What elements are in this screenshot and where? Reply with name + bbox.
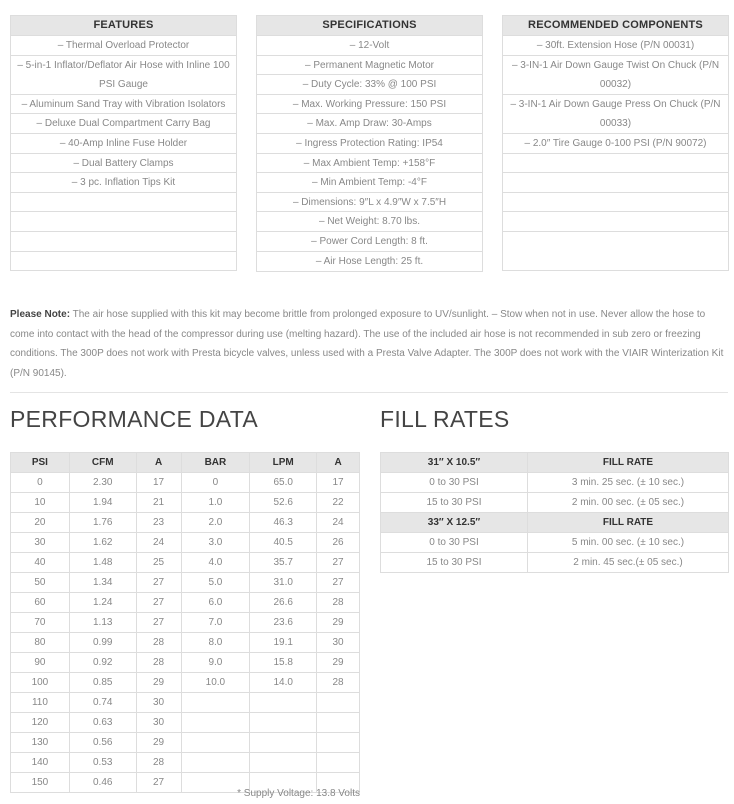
performance-cell: 65.0 xyxy=(250,473,317,493)
performance-cell: 100 xyxy=(11,673,70,693)
performance-row xyxy=(11,633,360,653)
performance-cell xyxy=(317,693,360,713)
components-list xyxy=(503,36,728,252)
component-row xyxy=(503,193,728,213)
performance-cell: 0.46 xyxy=(69,773,136,793)
performance-row xyxy=(11,753,360,773)
col-header: CFM xyxy=(69,453,136,473)
spec-row: – Power Cord Length: 8 ft. xyxy=(257,232,482,252)
tire-size: 33″ X 12.5″ xyxy=(381,513,528,533)
performance-cell: 19.1 xyxy=(250,633,317,653)
performance-cell xyxy=(181,693,250,713)
features-row xyxy=(11,212,236,232)
performance-cell xyxy=(250,713,317,733)
specifications-list xyxy=(257,36,482,271)
fill-time: 2 min. 45 sec.(± 05 sec.) xyxy=(528,553,729,573)
please-note xyxy=(10,305,724,383)
performance-cell: 21 xyxy=(136,493,181,513)
performance-cell: 52.6 xyxy=(250,493,317,513)
features-row: – 3 pc. Inflation Tips Kit xyxy=(11,173,236,193)
performance-cell: 27 xyxy=(136,593,181,613)
col-header: A xyxy=(317,453,360,473)
performance-cell: 150 xyxy=(11,773,70,793)
performance-row xyxy=(11,553,360,573)
performance-cell: 28 xyxy=(136,633,181,653)
fill-time: 5 min. 00 sec. (± 10 sec.) xyxy=(528,533,729,553)
performance-cell xyxy=(181,753,250,773)
performance-cell: 17 xyxy=(136,473,181,493)
components-box xyxy=(502,15,729,271)
component-row: – 3-IN-1 Air Down Gauge Press On Chuck (P/N 00033) xyxy=(503,95,728,134)
note-text: The air hose supplied with this kit may become brittle from prolonged exposure to UV/sunlight. – Stow when not in use. Never allow the hose to come into contact with the head of the compressor during use (melting hazard). The use of the included air hose is not recommended in sub zero or freezing conditions. The 300P does not work with Presta bicycle valves, unless used with a Presta Valve Adapter. The 300P does not work with the VIAIR Winterization Kit (P/N 90145). xyxy=(10,309,724,379)
performance-cell: 14.0 xyxy=(250,673,317,693)
fill-time: 2 min. 00 sec. (± 05 sec.) xyxy=(528,493,729,513)
performance-cell: 23 xyxy=(136,513,181,533)
performance-cell: 25 xyxy=(136,553,181,573)
performance-cell xyxy=(250,733,317,753)
performance-cell: 140 xyxy=(11,753,70,773)
spec-row: – Permanent Magnetic Motor xyxy=(257,56,482,76)
performance-cell: 0.85 xyxy=(69,673,136,693)
performance-cell xyxy=(250,693,317,713)
pressure-range: 0 to 30 PSI xyxy=(381,473,528,493)
performance-cell: 26 xyxy=(317,533,360,553)
divider xyxy=(10,392,728,393)
fill-group-header xyxy=(381,453,729,473)
performance-row xyxy=(11,573,360,593)
performance-cell xyxy=(317,713,360,733)
col-header: LPM xyxy=(250,453,317,473)
component-row xyxy=(503,232,728,252)
performance-cell: 23.6 xyxy=(250,613,317,633)
performance-cell: 6.0 xyxy=(181,593,250,613)
performance-cell: 120 xyxy=(11,713,70,733)
performance-cell: 0.53 xyxy=(69,753,136,773)
performance-cell: 27 xyxy=(136,773,181,793)
component-row xyxy=(503,212,728,232)
component-row: – 30ft. Extension Hose (P/N 00031) xyxy=(503,36,728,56)
performance-cell xyxy=(317,753,360,773)
spec-row: – Max. Amp Draw: 30-Amps xyxy=(257,114,482,134)
performance-cell: 0.56 xyxy=(69,733,136,753)
fill-row xyxy=(381,493,729,513)
features-row: – Dual Battery Clamps xyxy=(11,154,236,174)
performance-cell: 24 xyxy=(136,533,181,553)
performance-cell: 27 xyxy=(136,613,181,633)
performance-cell: 90 xyxy=(11,653,70,673)
performance-row xyxy=(11,493,360,513)
performance-cell: 27 xyxy=(136,573,181,593)
performance-cell: 31.0 xyxy=(250,573,317,593)
performance-cell: 50 xyxy=(11,573,70,593)
spec-row: – 12-Volt xyxy=(257,36,482,56)
performance-cell: 1.94 xyxy=(69,493,136,513)
fill-time: 3 min. 25 sec. (± 10 sec.) xyxy=(528,473,729,493)
performance-cell xyxy=(181,713,250,733)
fill-rate-header: FILL RATE xyxy=(528,513,729,533)
component-row xyxy=(503,173,728,193)
features-box xyxy=(10,15,237,271)
fill-rates-title: FILL RATES xyxy=(380,406,510,432)
performance-cell: 28 xyxy=(136,753,181,773)
component-row xyxy=(503,154,728,174)
spec-row: – Dimensions: 9″L x 4.9″W x 7.5″H xyxy=(257,193,482,213)
performance-row xyxy=(11,613,360,633)
performance-row xyxy=(11,653,360,673)
performance-cell: 1.48 xyxy=(69,553,136,573)
performance-cell: 10 xyxy=(11,493,70,513)
specifications-box xyxy=(256,15,483,272)
performance-row xyxy=(11,673,360,693)
pressure-range: 15 to 30 PSI xyxy=(381,493,528,513)
performance-cell: 0 xyxy=(181,473,250,493)
spec-row: – Min Ambient Temp: -4°F xyxy=(257,173,482,193)
performance-cell: 1.0 xyxy=(181,493,250,513)
fill-rates-table xyxy=(380,452,729,573)
spec-row: – Air Hose Length: 25 ft. xyxy=(315,255,424,267)
note-label: Please Note: xyxy=(10,309,71,320)
performance-cell: 17 xyxy=(317,473,360,493)
performance-cell: 110 xyxy=(11,693,70,713)
performance-cell: 29 xyxy=(136,673,181,693)
performance-body xyxy=(11,473,360,793)
performance-cell xyxy=(181,733,250,753)
features-list xyxy=(11,36,236,271)
components-title: RECOMMENDED COMPONENTS xyxy=(503,16,728,36)
performance-cell: 40 xyxy=(11,553,70,573)
performance-cell: 28 xyxy=(317,593,360,613)
performance-cell: 3.0 xyxy=(181,533,250,553)
performance-cell: 40.5 xyxy=(250,533,317,553)
component-row: – 2.0″ Tire Gauge 0-100 PSI (P/N 90072) xyxy=(503,134,728,154)
performance-cell: 2.0 xyxy=(181,513,250,533)
performance-cell: 1.76 xyxy=(69,513,136,533)
fill-row xyxy=(381,533,729,553)
performance-header-row xyxy=(11,453,360,473)
features-row: – Thermal Overload Protector xyxy=(11,36,236,56)
performance-cell: 28 xyxy=(136,653,181,673)
performance-cell: 15.8 xyxy=(250,653,317,673)
col-header: A xyxy=(136,453,181,473)
performance-cell: 8.0 xyxy=(181,633,250,653)
performance-cell: 29 xyxy=(136,733,181,753)
tire-size: 31″ X 10.5″ xyxy=(381,453,528,473)
pressure-range: 15 to 30 PSI xyxy=(381,553,528,573)
performance-row xyxy=(11,733,360,753)
performance-cell: 4.0 xyxy=(181,553,250,573)
performance-cell: 130 xyxy=(11,733,70,753)
performance-cell: 0.63 xyxy=(69,713,136,733)
col-header: BAR xyxy=(181,453,250,473)
features-row: – Deluxe Dual Compartment Carry Bag xyxy=(11,114,236,134)
performance-cell: 27 xyxy=(317,573,360,593)
performance-cell: 10.0 xyxy=(181,673,250,693)
performance-cell: 0 xyxy=(11,473,70,493)
supply-voltage-footnote: * Supply Voltage: 13.8 Volts xyxy=(237,788,360,799)
performance-cell: 80 xyxy=(11,633,70,653)
col-header: PSI xyxy=(11,453,70,473)
features-row: – Aluminum Sand Tray with Vibration Isolators xyxy=(11,95,236,115)
spec-row: – Net Weight: 8.70 lbs. xyxy=(257,212,482,232)
performance-cell: 46.3 xyxy=(250,513,317,533)
features-row xyxy=(11,232,236,252)
spec-row: – Max. Working Pressure: 150 PSI xyxy=(257,95,482,115)
performance-cell: 0.92 xyxy=(69,653,136,673)
spec-row: – Ingress Protection Rating: IP54 xyxy=(257,134,482,154)
performance-cell: 0.74 xyxy=(69,693,136,713)
fill-row xyxy=(381,553,729,573)
performance-cell: 2.30 xyxy=(69,473,136,493)
performance-cell: 1.13 xyxy=(69,613,136,633)
performance-cell: 27 xyxy=(317,553,360,573)
performance-row xyxy=(11,473,360,493)
performance-row xyxy=(11,713,360,733)
spec-row: – Duty Cycle: 33% @ 100 PSI xyxy=(257,75,482,95)
component-row: – 3-IN-1 Air Down Gauge Twist On Chuck (P/N 00032) xyxy=(503,56,728,95)
performance-cell: 9.0 xyxy=(181,653,250,673)
pressure-range: 0 to 30 PSI xyxy=(381,533,528,553)
performance-cell: 29 xyxy=(317,613,360,633)
performance-cell: 35.7 xyxy=(250,553,317,573)
performance-cell: 0.99 xyxy=(69,633,136,653)
performance-row xyxy=(11,513,360,533)
performance-cell: 1.24 xyxy=(69,593,136,613)
performance-cell: 22 xyxy=(317,493,360,513)
features-title: FEATURES xyxy=(11,16,236,36)
specifications-title: SPECIFICATIONS xyxy=(257,16,482,36)
performance-cell: 60 xyxy=(11,593,70,613)
performance-cell: 7.0 xyxy=(181,613,250,633)
performance-table xyxy=(10,452,360,793)
performance-cell: 24 xyxy=(317,513,360,533)
features-row: – 40-Amp Inline Fuse Holder xyxy=(11,134,236,154)
performance-cell: 30 xyxy=(136,713,181,733)
performance-row xyxy=(11,693,360,713)
performance-cell xyxy=(317,733,360,753)
fill-row xyxy=(381,473,729,493)
performance-cell: 30 xyxy=(317,633,360,653)
performance-row xyxy=(11,533,360,553)
features-row xyxy=(11,193,236,213)
performance-cell: 70 xyxy=(11,613,70,633)
performance-cell: 30 xyxy=(11,533,70,553)
performance-cell: 29 xyxy=(317,653,360,673)
spec-row: – Max Ambient Temp: +158°F xyxy=(257,154,482,174)
performance-cell xyxy=(250,753,317,773)
performance-cell: 28 xyxy=(317,673,360,693)
performance-cell: 5.0 xyxy=(181,573,250,593)
performance-title: PERFORMANCE DATA xyxy=(10,406,259,432)
fill-rate-header: FILL RATE xyxy=(528,453,729,473)
features-row: – 5-in-1 Inflator/Deflator Air Hose with Inline 100 PSI Gauge xyxy=(11,56,236,95)
features-row xyxy=(11,252,236,272)
performance-cell: 20 xyxy=(11,513,70,533)
performance-row xyxy=(11,593,360,613)
performance-cell: 1.62 xyxy=(69,533,136,553)
fill-group-header xyxy=(381,513,729,533)
performance-cell: 26.6 xyxy=(250,593,317,613)
performance-cell: 1.34 xyxy=(69,573,136,593)
performance-cell: 30 xyxy=(136,693,181,713)
